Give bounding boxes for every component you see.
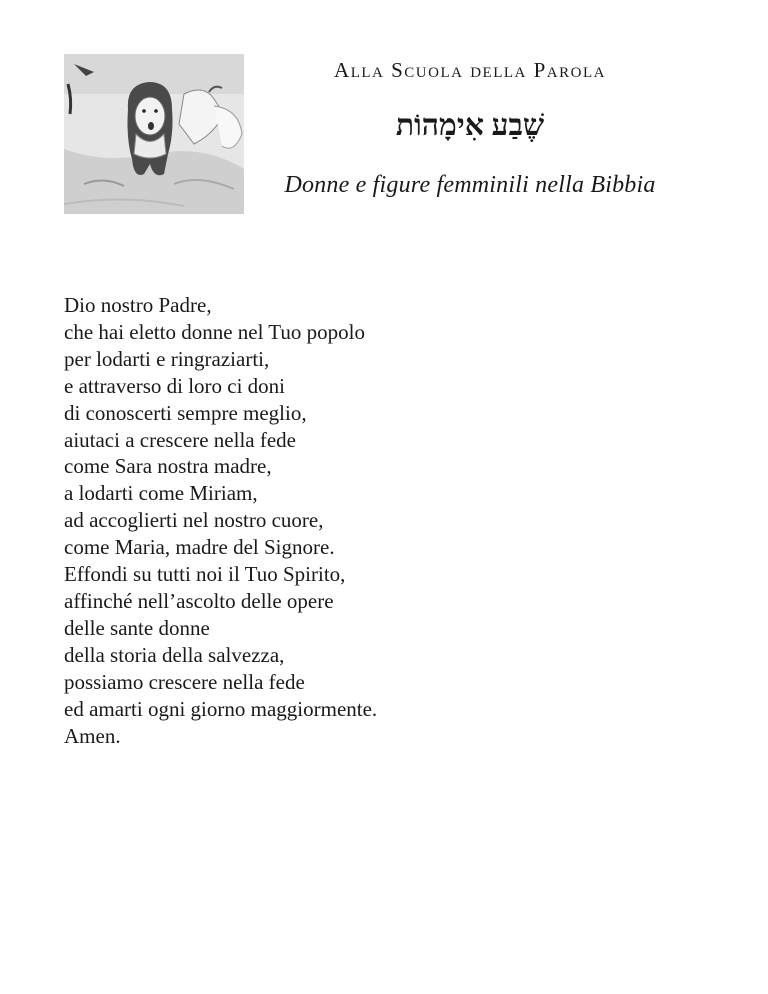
prayer-line: a lodarti come Miriam, bbox=[64, 481, 258, 506]
prayer-line: Effondi su tutti noi il Tuo Spirito, bbox=[64, 562, 346, 587]
woman-sketch-illustration bbox=[64, 54, 244, 214]
prayer-line: di conoscerti sempre meglio, bbox=[64, 400, 307, 425]
prayer-line: come Maria, madre del Signore. bbox=[64, 535, 335, 560]
prayer-text bbox=[64, 292, 624, 749]
prayer-line: Dio nostro Padre, bbox=[64, 293, 212, 317]
prayer-line: possiamo crescere nella fede bbox=[64, 669, 305, 694]
subtitle: Donne e figure femminili nella Bibbia bbox=[284, 172, 656, 198]
prayer-amen: Amen. bbox=[64, 723, 121, 748]
prayer-line: aiutaci a crescere nella fede bbox=[64, 427, 296, 452]
prayer-line: come Sara nostra madre, bbox=[64, 454, 272, 479]
prayer-line: della storia della salvezza, bbox=[64, 642, 285, 667]
prayer-line: delle sante donne bbox=[64, 615, 210, 640]
prayer-line: ad accoglierti nel nostro cuore, bbox=[64, 508, 324, 533]
prayer-line: e attraverso di loro ci doni bbox=[64, 373, 286, 398]
hebrew-title: שֶׁבַע אִימָהוֹת bbox=[395, 109, 545, 142]
prayer-line: per lodarti e ringraziarti, bbox=[64, 346, 270, 371]
prayer-line: che hai eletto donne nel Tuo popolo bbox=[64, 319, 365, 344]
prayer-line: affinché nell’ascolto delle opere bbox=[64, 588, 334, 613]
series-title: Alla Scuola della Parola bbox=[334, 58, 606, 82]
prayer-line: ed amarti ogni giorno maggiormente. bbox=[64, 696, 378, 721]
